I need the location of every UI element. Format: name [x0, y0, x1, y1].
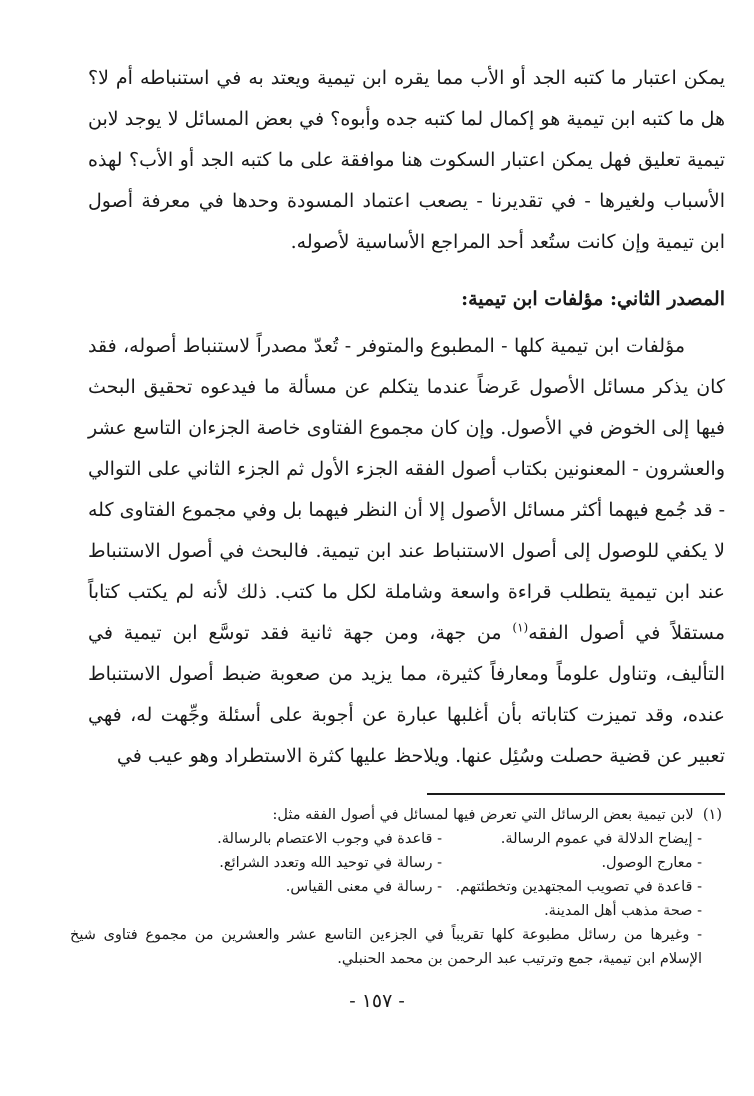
paragraph-2-part-1: مؤلفات ابن تيمية كلها - المطبوع والمتوفر - تُعدّ مصدراً لاستنباط أصوله، فقد كان يذكر مسائل الأصول عَرضاً عندما يتكلم عن مسألة ما فيدعوه تحقيق البحث فيها إلى الخوض في الأصول. وإن كان مجموع الفتاوى خاصة الجزءان التاسع عشر والعشرون - المعنونين بكتاب أصول الفقه الجزء الأول ثم الجزء الثاني على التوالي - قد جُمع فيهما أكثر مسائل الأصول إلا أن النظر فيهما بل وفي مجموع الفتاوى كله لا يكفي للوصول إلى أصول الاستنباط عند ابن تيمية. فالبحث في أصول الاستنباط عند ابن تيمية يتطلب قراءة واسعة وشاملة لكل ما كتب. ذلك لأنه لم يكتب كتاباً مستقلاً في أصول الفقه [88, 335, 726, 644]
footnote-list [70, 827, 702, 899]
footnote-item: - إيضاح الدلالة في عموم الرسالة. [500, 831, 702, 847]
footnote-item: - رسالة في توحيد الله وتعدد الشرائع. [219, 855, 442, 871]
footnote-item: - قاعدة في وجوب الاعتصام بالرسالة. [217, 831, 442, 847]
footnote-separator [427, 793, 725, 795]
footnote-item: - قاعدة في تصويب المجتهدين وتخطئتهم. [455, 879, 702, 895]
footnote-item-last: - وغيرها من رسائل مطبوعة كلها تقريباً في الجزءين التاسع عشر والعشرين من مجموع فتاوى شيخ الإسلام ابن تيمية، جمع وترتيب عبد الرحمن بن محمد الحنبلي. [70, 927, 702, 967]
footnote-reference[interactable]: (١) [512, 620, 529, 635]
body-paragraph-2 [88, 326, 725, 777]
page-number: - ١٥٧ - [349, 990, 405, 1012]
footnote-intro [70, 803, 722, 827]
paragraph-2-part-2: من جهة، ومن جهة ثانية فقد توسَّع ابن تيمية في التأليف، وتناول علوماً ومعارفاً كثيرة، مما يزيد من صعوبة ضبط أصول الاستنباط عنده، وقد تميزت كتاباته بأن أغلبها عبارة عن أجوبة على أسئلة وجِّهت له، فهي تعبير عن قضية حصلت وسُئِل عنها. ويلاحظ عليها كثرة الاستطراد وهو عيب في [88, 622, 725, 767]
footnote-item: - رسالة في معنى القياس. [285, 879, 442, 895]
body-paragraph-1: يمكن اعتبار ما كتبه الجد أو الأب مما يقره ابن تيمية ويعتد به في استنباطه أم لا؟ هل ما كتبه ابن تيمية هو إكمال لما كتبه جده وأبوه؟ في بعض المسائل لا يوجد لابن تيمية تعليق فهل يمكن اعتبار السكوت هنا موافقة على ما كتبه الجد أو الأب؟ لهذه الأسباب ولغيرها - في تقديرنا - يصعب اعتماد المسودة وحدها في معرفة أصول ابن تيمية وإن كانت ستُعد أحد المراجع الأساسية لأصوله. [88, 67, 725, 253]
footnote-intro-text: لابن تيمية بعض الرسائل التي تعرض فيها لمسائل في أصول الفقه مثل: [272, 807, 694, 823]
footnote-item: - معارج الوصول. [601, 855, 702, 871]
footnote-item: - صحة مذهب أهل المدينة. [544, 903, 702, 919]
footnote [70, 803, 722, 971]
section-heading: المصدر الثاني: مؤلفات ابن تيمية: [461, 288, 725, 310]
footnote-number: (١) [702, 807, 722, 823]
